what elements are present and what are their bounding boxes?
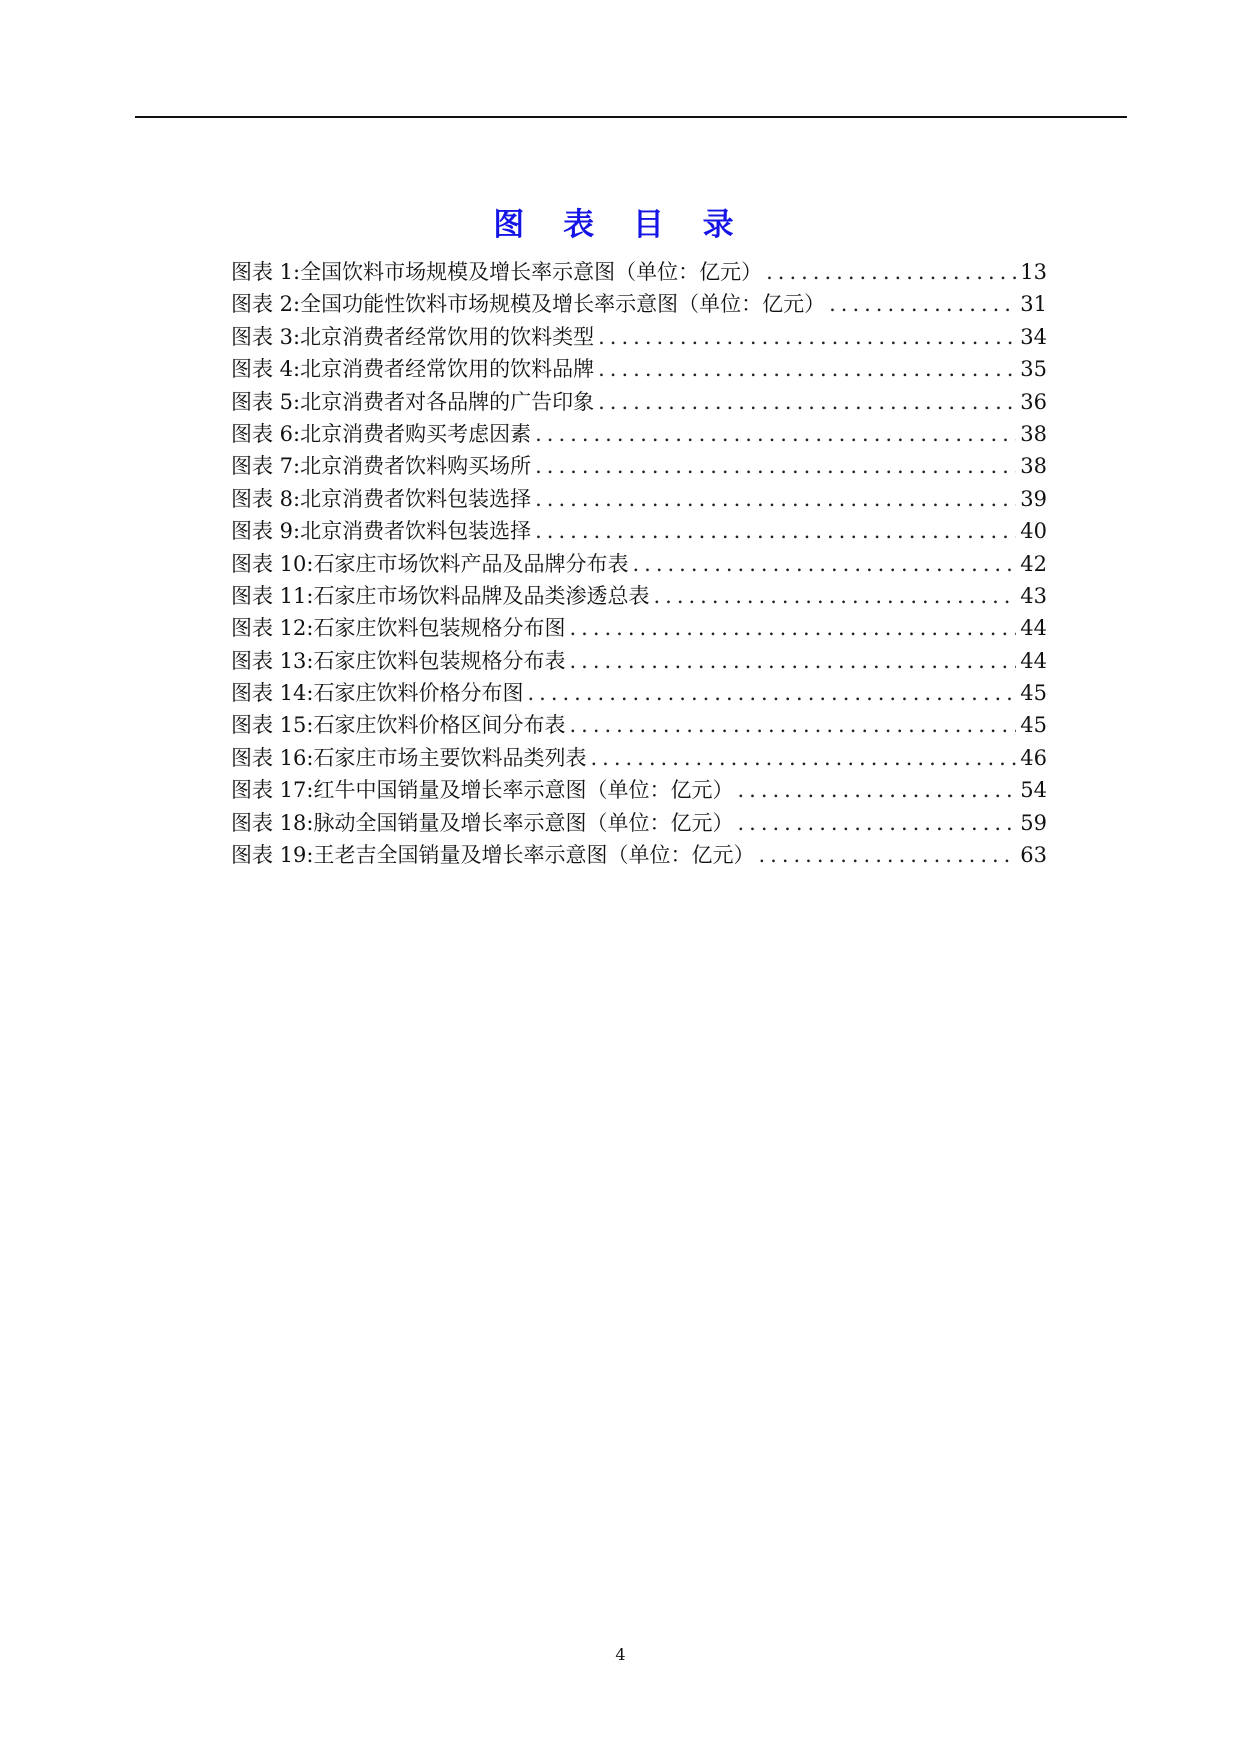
toc-entry[interactable] — [231, 742, 1047, 774]
toc-entry-label: 图表 18:脉动全国销量及增长率示意图（单位：亿元） — [231, 810, 734, 835]
toc-entry[interactable] — [231, 288, 1047, 320]
toc-entry-label: 图表 2:全国功能性饮料市场规模及增长率示意图（单位：亿元） — [231, 292, 826, 317]
toc-entry-label: 图表 1:全国饮料市场规模及增长率示意图（单位：亿元） — [231, 260, 763, 284]
toc-dot-leader — [569, 645, 1016, 677]
toc-entry[interactable] — [231, 645, 1047, 677]
toc-entry-label: 图表 19:王老吉全国销量及增长率示意图（单位：亿元） — [231, 843, 755, 868]
toc-dot-leader — [598, 321, 1016, 353]
toc-entry[interactable] — [231, 580, 1047, 612]
toc-dot-leader — [535, 483, 1016, 515]
toc-dot-leader — [569, 709, 1016, 741]
toc-entry-label: 图表 5:北京消费者对各品牌的广告印象 — [231, 389, 595, 414]
toc-list — [231, 256, 1047, 871]
toc-entry-page: 45 — [1020, 713, 1047, 738]
toc-entry-page: 45 — [1020, 681, 1047, 706]
toc-entry-page: 35 — [1020, 357, 1047, 382]
toc-entry-page: 43 — [1020, 583, 1047, 608]
toc-dot-leader — [535, 418, 1016, 450]
toc-entry-label: 图表 16:石家庄市场主要饮料品类列表 — [231, 745, 587, 770]
toc-entry[interactable] — [231, 450, 1047, 482]
toc-entry[interactable] — [231, 321, 1047, 353]
toc-entry-label: 图表 9:北京消费者饮料包装选择 — [231, 519, 532, 544]
toc-entry-label: 图表 12:石家庄饮料包装规格分布图 — [231, 616, 566, 641]
toc-entry[interactable] — [231, 386, 1047, 418]
toc-dot-leader — [535, 450, 1016, 482]
toc-entry-label: 图表 13:石家庄饮料包装规格分布表 — [231, 648, 566, 673]
toc-entry-page: 36 — [1020, 389, 1047, 414]
toc-dot-leader — [737, 807, 1016, 839]
toc-entry-page: 34 — [1020, 324, 1047, 349]
toc-entry-label: 图表 11:石家庄市场饮料品牌及品类渗透总表 — [231, 583, 650, 608]
toc-entry-label: 图表 3:北京消费者经常饮用的饮料类型 — [231, 324, 595, 349]
toc-dot-leader — [598, 386, 1016, 418]
toc-dot-leader — [653, 580, 1016, 612]
toc-title: 图 表 目 录 — [493, 207, 748, 243]
toc-entry-page: 59 — [1020, 810, 1047, 835]
toc-entry[interactable] — [231, 774, 1047, 806]
toc-entry-page: 46 — [1020, 745, 1047, 770]
page-number: 4 — [615, 1645, 626, 1664]
toc-entry-page: 39 — [1020, 486, 1047, 511]
header-rule — [135, 116, 1127, 118]
toc-entry-page: 13 — [1020, 260, 1047, 284]
toc-entry-page: 44 — [1020, 648, 1047, 673]
toc-entry-label: 图表 14:石家庄饮料价格分布图 — [231, 681, 524, 706]
toc-entry[interactable] — [231, 839, 1047, 871]
toc-entry-label: 图表 4:北京消费者经常饮用的饮料品牌 — [231, 357, 595, 382]
toc-entry-page: 63 — [1020, 843, 1047, 868]
toc-entry-label: 图表 15:石家庄饮料价格区间分布表 — [231, 713, 566, 738]
toc-dot-leader — [569, 612, 1016, 644]
toc-entry[interactable] — [231, 353, 1047, 385]
toc-entry[interactable] — [231, 677, 1047, 709]
toc-entry[interactable] — [231, 256, 1047, 288]
toc-entry[interactable] — [231, 418, 1047, 450]
toc-entry-page: 31 — [1020, 292, 1047, 317]
toc-dot-leader — [535, 515, 1016, 547]
toc-dot-leader — [758, 839, 1016, 871]
toc-dot-leader — [527, 677, 1016, 709]
toc-entry-label: 图表 7:北京消费者饮料购买场所 — [231, 454, 532, 479]
toc-dot-leader — [590, 742, 1016, 774]
toc-dot-leader — [632, 548, 1016, 580]
toc-entry[interactable] — [231, 548, 1047, 580]
toc-entry-label: 图表 8:北京消费者饮料包装选择 — [231, 486, 532, 511]
toc-entry-page: 40 — [1020, 519, 1047, 544]
toc-entry-label: 图表 10:石家庄市场饮料产品及品牌分布表 — [231, 551, 629, 576]
toc-entry-page: 38 — [1020, 421, 1047, 446]
toc-dot-leader — [737, 774, 1016, 806]
toc-dot-leader — [598, 353, 1016, 385]
toc-entry-page: 44 — [1020, 616, 1047, 641]
toc-entry-label: 图表 17:红牛中国销量及增长率示意图（单位：亿元） — [231, 778, 734, 803]
toc-entry[interactable] — [231, 709, 1047, 741]
toc-dot-leader — [766, 256, 1016, 288]
toc-entry-page: 38 — [1020, 454, 1047, 479]
toc-entry-page: 54 — [1020, 778, 1047, 803]
toc-entry[interactable] — [231, 807, 1047, 839]
toc-entry-page: 42 — [1020, 551, 1047, 576]
toc-entry[interactable] — [231, 515, 1047, 547]
toc-entry-label: 图表 6:北京消费者购买考虑因素 — [231, 421, 532, 446]
toc-entry[interactable] — [231, 483, 1047, 515]
toc-entry[interactable] — [231, 612, 1047, 644]
toc-dot-leader — [829, 288, 1016, 320]
